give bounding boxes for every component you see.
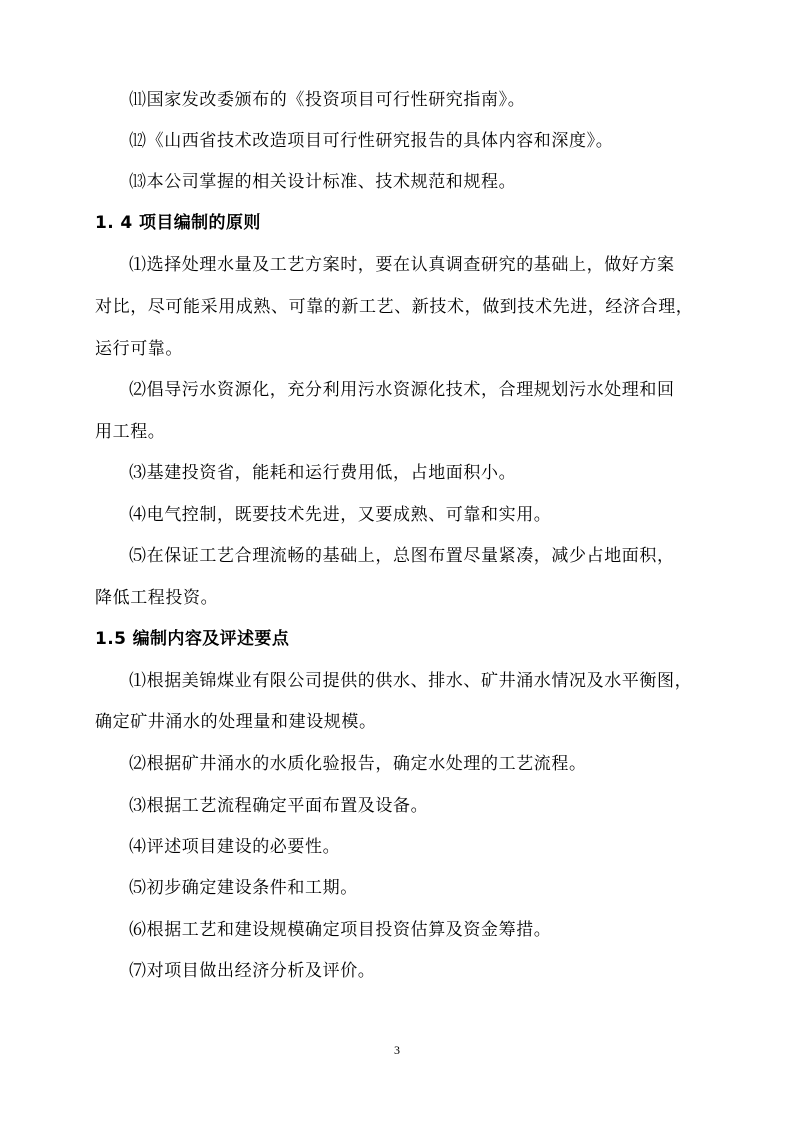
- content-item-4: ⑷评述项目建设的必要性。: [129, 837, 341, 857]
- principle-1-line-1: ⑴选择处理水量及工艺方案时，要在认真调查研究的基础上，做好方案: [129, 255, 675, 275]
- reference-item-12: ⑿《山西省技术改造项目可行性研究报告的具体内容和深度》。: [129, 131, 614, 151]
- content-item-2: ⑵根据矿井涌水的水质化验报告，确定水处理的工艺流程。: [129, 754, 587, 774]
- content-item-7: ⑺对项目做出经济分析及评价。: [129, 961, 376, 981]
- section-heading-1-5: 1.5 编制内容及评述要点: [95, 629, 290, 649]
- principle-1-line-3: 运行可靠。: [95, 339, 183, 359]
- content-item-5: ⑸初步确定建设条件和工期。: [129, 878, 358, 898]
- principle-5-line-1: ⑸在保证工艺合理流畅的基础上，总图布置尽量紧凑，减少占地面积，: [129, 546, 675, 566]
- content-item-3: ⑶根据工艺流程确定平面布置及设备。: [129, 796, 429, 816]
- principle-5-line-2: 降低工程投资。: [95, 588, 219, 608]
- content-item-6: ⑹根据工艺和建设规模确定项目投资估算及资金筹措。: [129, 920, 552, 940]
- principle-2-line-2: 用工程。: [95, 422, 166, 442]
- reference-item-11: ⑾国家发改委颁布的《投资项目可行性研究指南》。: [129, 90, 526, 110]
- principle-1-line-2: 对比，尽可能采用成熟、可靠的新工艺、新技术，做到技术先进，经济合理，: [95, 297, 694, 317]
- principle-4: ⑷电气控制，既要技术先进，又要成熟、可靠和实用。: [129, 505, 552, 525]
- page-number: 3: [394, 1043, 400, 1057]
- principle-2-line-1: ⑵倡导污水资源化，充分利用污水资源化技术，合理规划污水处理和回: [129, 380, 675, 400]
- content-item-1-line-2: 确定矿井涌水的处理量和建设规模。: [95, 712, 377, 732]
- section-heading-1-4: 1. 4 项目编制的原则: [95, 213, 261, 233]
- principle-3: ⑶基建投资省，能耗和运行费用低，占地面积小。: [129, 463, 517, 483]
- reference-item-13: ⒀本公司掌握的相关设计标准、技术规范和规程。: [129, 172, 517, 192]
- content-item-1-line-1: ⑴根据美锦煤业有限公司提供的供水、排水、矿井涌水情况及水平衡图，: [129, 671, 693, 691]
